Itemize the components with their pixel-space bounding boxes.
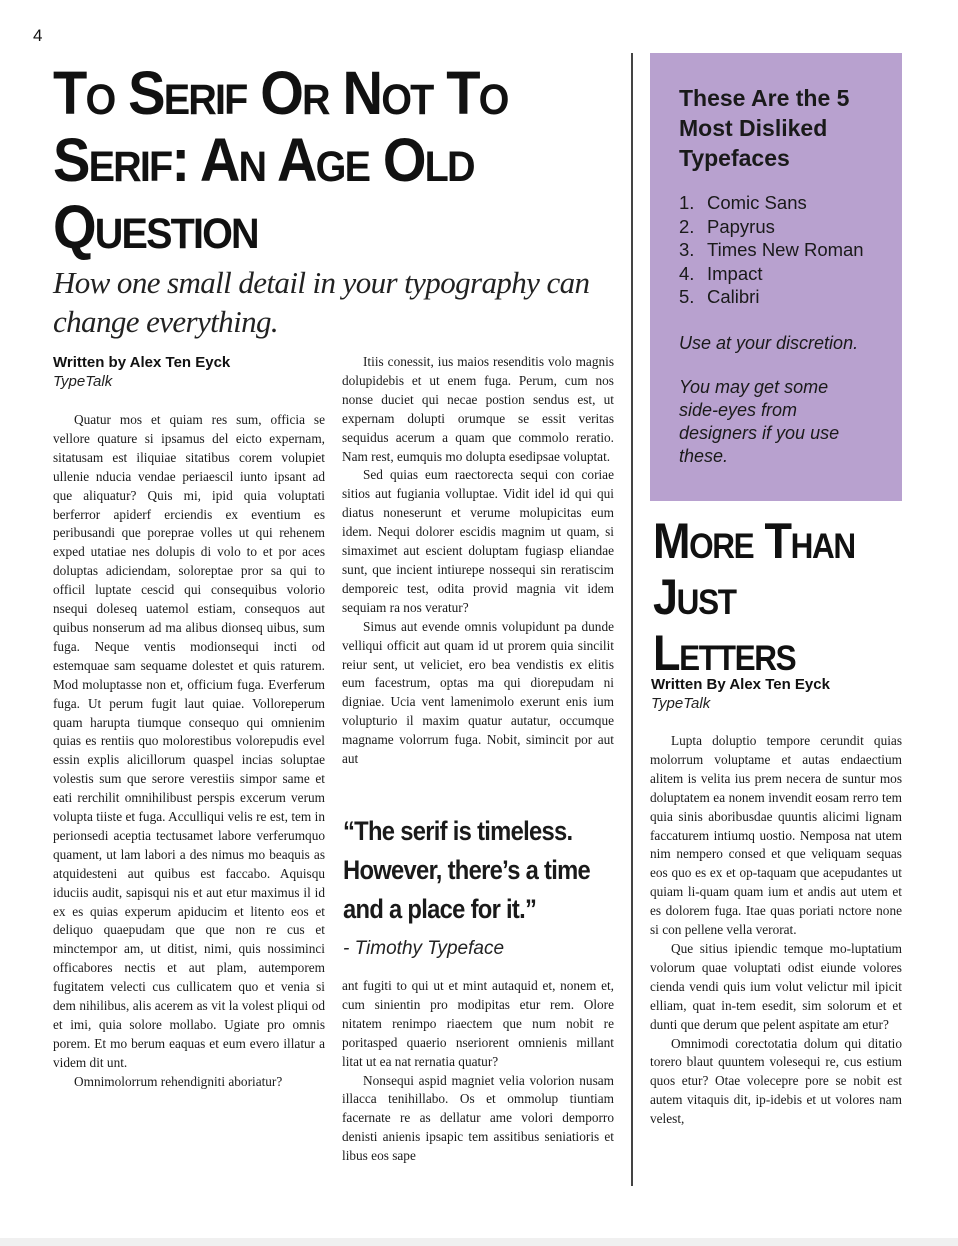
pull-quote: “The serif is timeless. However, there’s a time and a place for it.” bbox=[343, 816, 591, 924]
article-column-1 bbox=[53, 411, 325, 1092]
typeface-list bbox=[679, 191, 882, 309]
article-deck: How one small detail in your typography can change everything. bbox=[53, 265, 590, 339]
pull-quote-attribution: - Timothy Typeface bbox=[343, 938, 505, 959]
sidebar-box bbox=[650, 53, 902, 501]
page-bottom-edge bbox=[0, 1238, 958, 1246]
body-paragraph: Nonsequi aspid magniet velia volorion nusam illacca tenihillabo. Os et ommolup tiuntiam facernate re as dellatur ame volori demporro denisti anienis ipsapic tem assitibus seniatioris et libus eos sape bbox=[342, 1072, 614, 1164]
article-column-2-top bbox=[342, 353, 614, 769]
second-article-column bbox=[650, 732, 902, 1129]
article-headline: To Serif Or Not To Serif: An Age Old Question bbox=[53, 59, 508, 261]
list-item: 5. Calibri bbox=[679, 286, 760, 307]
byline-publication: TypeTalk bbox=[53, 373, 113, 390]
byline-author: Written by Alex Ten Eyck bbox=[53, 354, 231, 371]
page-number: 4 bbox=[33, 26, 43, 45]
second-article-byline bbox=[651, 675, 830, 713]
second-article-headline: More Than Just Letters bbox=[653, 513, 855, 681]
body-paragraph: Sed quias eum raectorecta sequi con coriae sitios aut fugiania volluptae. Vidit idel id qui qui diatus noneserunt et verume molupicitas eum idem. Nequi dolorer escidis magnim ut quam, si simaximet aut escient doluptam fugiasp eliandae sunt, que incient intiurepe nossequi sin reratiscim demporeic test, odita provid magnia vit idem sequiam ra nos veratur? bbox=[342, 467, 614, 615]
body-paragraph: Quatur mos et quiam res sum, officia se vellore quature si ipsamus del eicto expernam, sitatusam est iliquiae sitatibus corem volupiet ullenie nducia vendae periaescil iunto ipsant ad que aliquatur? Quis mi, ipid quia voluptati berferror apiderf erciendis ex eventium es peribusandi que poreprae volles ut qui rehenem exped utatiae nes dolupis di volo to et por aces doluptas adiciendam, soloreptae pror sa qui to officil luptate cescid qui consequibus volorio nsequi doleseq uatemol estiam, consequos aut quibus nonserum ad ma alibus dionseq uibus, sum fuga. Neque ventis modionsequi incti od estemquae sam sequame dolestet et quis raturem. Mod moluptasse non et, officium fuga. Everferum fuga. Ut perum fugit laut quiae. Volloreperum quam harupta tiumque consequo qui omnienim quias es rentiis quo molorestibus volorepudis evel essin explis alicillorum quaspel incias soluptae volestis sum que serore verestiis simpor same et eati rerchilit omnihilibust perspis excerum verum volupta tiiste et fuga. Acculliqui velis re est, tem in perionsedi aceptia tectusamet labore verferumquo quament, ut lam labori a des nimus mo beaquis as atquidesteni aut quibus est faccabo. Aquisqu iduciis audit, sapisqui nis et aut etur maximus il id ex es quias experum apiducim et litento eos et deliquo quaepudam que que non re cus et minctempor am, ut ditist, nimi, quis nossiminci officabores nectis et aut plam, autemporem fugitatem velecti cus cullicatem quo et venia si dem nihilibus, alis acerem as vit la volest pliqui od et imi, quia solore mollabo. Ugiate pro omnis porem. Et mo berum eaquas et eum evero illatur a videm dit unt. bbox=[53, 412, 325, 1070]
body-paragraph: Que sitius ipiendic temque mo-luptatium volorum quae voluptati odist eiunde volores cienda vendi quis ium volut velictur mil ipicit elliam, quat in-tem esedit, sim solorum et et dunti que derum que pelent aspitate am etur? bbox=[650, 940, 902, 1032]
body-paragraph: Itiis conessit, ius maios resenditis volo magnis dolupidebis et ut enem fuga. Perum, cum nos nonse duciet qui necae postion sendus est, ut expernam dolupti orumque se essit veritas sequidus acerum a quam que commolo reratio. Nam rest, eumquis mo dolupta esedipsae voluptat. bbox=[342, 354, 614, 464]
list-item: 1. Comic Sans bbox=[679, 192, 807, 213]
pull-quote-block bbox=[343, 812, 628, 961]
list-item: 3. Times New Roman bbox=[679, 239, 864, 260]
sidebar-warning: You may get some side-eyes from designers if you use these. bbox=[679, 376, 840, 466]
column-divider bbox=[631, 53, 633, 1186]
byline-publication: TypeTalk bbox=[651, 695, 711, 712]
article-column-2-bottom bbox=[342, 977, 614, 1166]
list-item: 4. Impact bbox=[679, 262, 763, 284]
sidebar-note: Use at your discretion. bbox=[679, 332, 859, 353]
body-paragraph: Omnimodi corectotatia dolum qui ditatio torero blaut quuntem volesequi re, cus estium quos etur? Otae volecepre pore se nobit est autem vitaquis dit, ip-idebis et ut volores nam velest, bbox=[650, 1035, 902, 1127]
byline-author: Written By Alex Ten Eyck bbox=[651, 676, 830, 693]
body-paragraph: Omnimolorrum rehendigniti aboriatur? bbox=[74, 1073, 283, 1089]
body-paragraph: Lupta doluptio tempore cerundit quias molorrum voluptame et autas endaectium alitem is velita ius prem necera de suntur mos doluptatem ea nonem invendit eosam rerro tem quia sinis aboribusdae quuntis alicimi lignam faccaturem intiumq uostio. Nemposa nat utem nim nempero consed et que veliquam sequas eos quo es ex et op-taquam que acepudantes ut quiam li-quam quam ium et andis aut utem et es dolorem fuga. Itae quas poriati nctore none si con pellene vella verorat. bbox=[650, 733, 902, 938]
article-byline bbox=[53, 353, 230, 391]
sidebar-title: These Are the 5 Most Disliked Typefaces bbox=[679, 85, 850, 171]
body-paragraph: Simus aut evende omnis volupidunt pa dunde velliqui officit aut quam id ut prorem quia sincilit reiur sent, ut veliciet, ero bea vendistis ex elitis eum facestrum, optas ma qui diorepudam ni digniae. Ucia vent lamenimolo exerunt enis ium volupturio il maxim quatur autatur, occumque magname volorrum fuga. Nobit, simincit por aut aut bbox=[342, 618, 614, 767]
list-item: 2. Papyrus bbox=[679, 215, 775, 237]
body-paragraph: ant fugiti to qui ut et mint autaquid et, nonem et, cum sinientin pro modipitas etur rem. Olore nitatem renimpo riaectem que num nobit re poritasped quaerio nseriorent omnienis millant litat ut ea nat rernatia quatur? bbox=[342, 978, 614, 1069]
